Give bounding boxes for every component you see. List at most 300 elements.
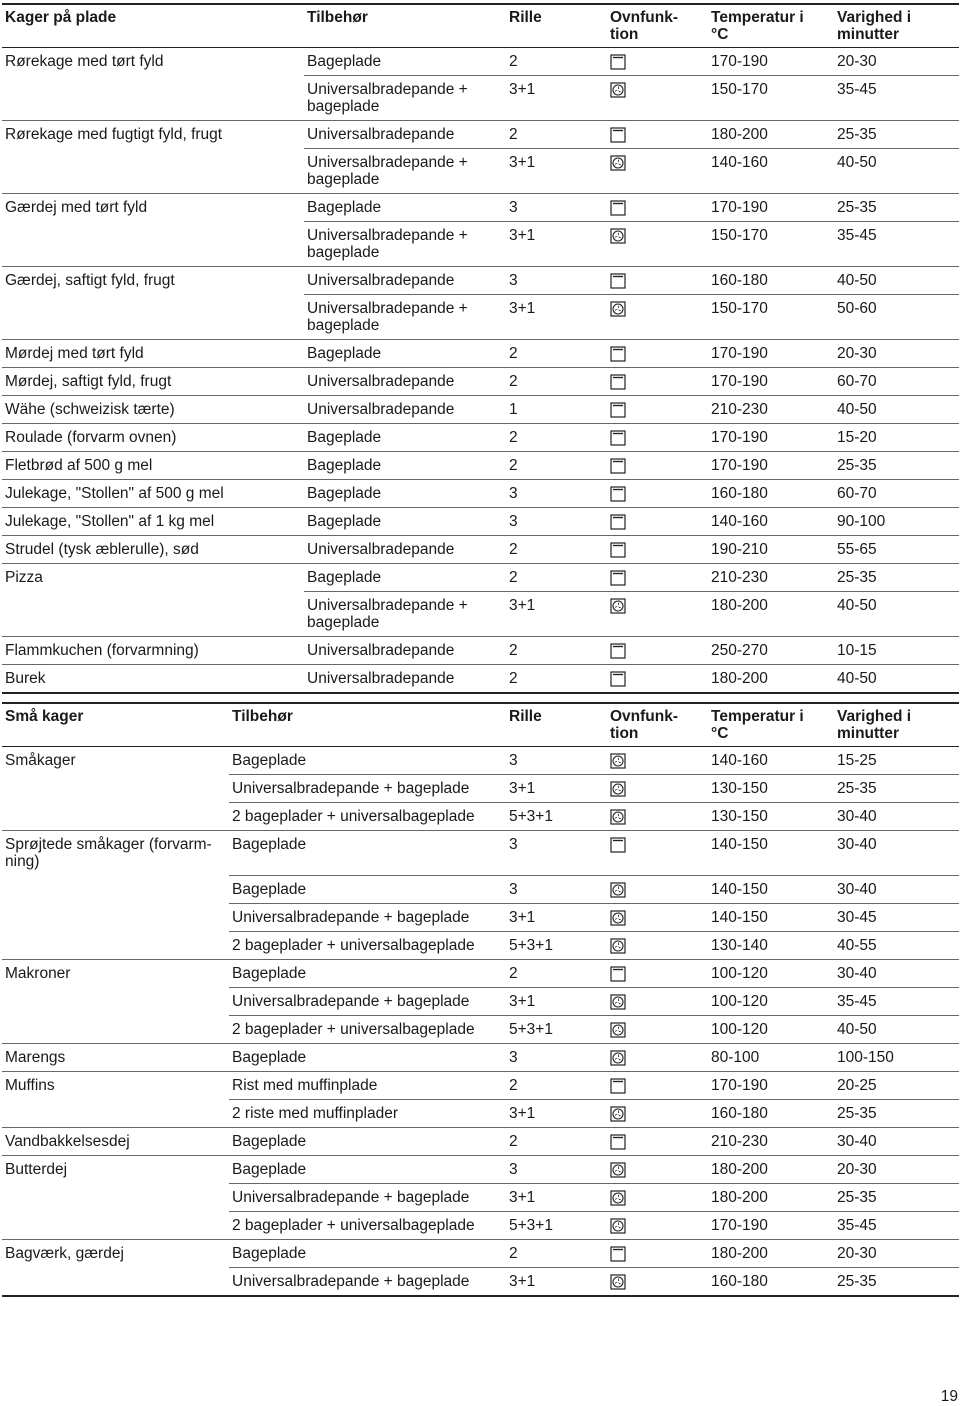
table-row — [2, 396, 959, 424]
row-shelf: 3+1 — [506, 903, 607, 931]
row-temperature: 140-150 — [708, 875, 834, 903]
row-shelf: 2 — [506, 424, 607, 452]
row-shelf: 3 — [506, 1043, 607, 1071]
top-bottom-heat-icon — [610, 837, 626, 853]
row-function — [607, 194, 708, 222]
row-accessory: Universalbradepande + bageplade — [304, 592, 506, 637]
row-name — [2, 803, 229, 831]
hot-air-icon — [610, 1106, 626, 1122]
row-duration: 60-70 — [834, 368, 959, 396]
top-bottom-heat-icon — [610, 374, 626, 390]
row-name: Roulade (forvarm ovnen) — [2, 424, 304, 452]
row-shelf: 2 — [506, 1239, 607, 1267]
row-function — [607, 592, 708, 637]
row-shelf: 2 — [506, 564, 607, 592]
row-name — [2, 1015, 229, 1043]
hot-air-icon — [610, 228, 626, 244]
row-duration: 40-50 — [834, 592, 959, 637]
row-shelf: 3 — [506, 875, 607, 903]
row-function — [607, 267, 708, 295]
top-bottom-heat-icon — [610, 430, 626, 446]
row-accessory: Bageplade — [229, 959, 506, 987]
row-name: Flammkuchen (forvarmning) — [2, 637, 304, 665]
row-temperature: 180-200 — [708, 1183, 834, 1211]
row-shelf: 2 — [509, 53, 518, 70]
row-name — [2, 1267, 229, 1296]
row-temperature: 160-180 — [708, 480, 834, 508]
row-duration: 40-50 — [834, 1015, 959, 1043]
row-name — [2, 875, 229, 903]
hot-air-icon — [610, 1050, 626, 1066]
row-function — [607, 121, 708, 149]
table-row — [2, 424, 959, 452]
header-accessory: Tilbehør — [229, 703, 506, 747]
row-accessory: Universalbradepande — [304, 637, 506, 665]
row-name — [2, 222, 304, 267]
row-duration: 35-45 — [834, 222, 959, 267]
row-accessory: Universalbradepande — [304, 267, 506, 295]
row-function — [607, 903, 708, 931]
top-bottom-heat-icon — [610, 1134, 626, 1150]
row-function — [607, 831, 708, 876]
row-duration: 55-65 — [834, 536, 959, 564]
hot-air-icon — [610, 155, 626, 171]
row-accessory: 2 bageplader + universalbageplade — [229, 803, 506, 831]
hot-air-icon — [610, 598, 626, 614]
row-name — [2, 1183, 229, 1211]
top-bottom-heat-icon — [610, 570, 626, 586]
table-row — [2, 194, 959, 222]
header-item: Små kager — [2, 703, 229, 747]
table-kager-paa-plade — [2, 3, 959, 694]
table-header-row — [2, 703, 959, 747]
table-row — [2, 903, 959, 931]
table-row — [2, 368, 959, 396]
hot-air-icon — [610, 938, 626, 954]
row-name — [2, 76, 304, 121]
row-temperature: 140-160 — [711, 752, 768, 769]
row-shelf: 3 — [506, 1155, 607, 1183]
row-name — [2, 1211, 229, 1239]
table-row — [2, 1015, 959, 1043]
row-name: Bagværk, gærdej — [2, 1239, 229, 1267]
table-row — [2, 295, 959, 340]
row-function — [607, 508, 708, 536]
row-function — [607, 76, 708, 121]
row-duration: 35-45 — [834, 76, 959, 121]
table-row — [2, 831, 959, 876]
row-function — [607, 1239, 708, 1267]
top-bottom-heat-icon — [610, 273, 626, 289]
row-duration: 25-35 — [834, 564, 959, 592]
row-function — [607, 637, 708, 665]
row-name — [2, 592, 304, 637]
row-shelf: 3+1 — [506, 775, 607, 803]
row-duration: 25-35 — [834, 1099, 959, 1127]
row-duration: 30-40 — [834, 1127, 959, 1155]
row-name — [2, 987, 229, 1015]
row-accessory: 2 bageplader + universalbageplade — [229, 1015, 506, 1043]
row-name: Makroner — [2, 959, 229, 987]
row-name: Burek — [2, 665, 304, 694]
row-temperature: 170-190 — [708, 340, 834, 368]
row-function — [607, 564, 708, 592]
row-duration: 20-25 — [834, 1071, 959, 1099]
row-accessory: Universalbradepande + bageplade — [229, 987, 506, 1015]
row-name — [2, 775, 229, 803]
table-row — [2, 592, 959, 637]
header-shelf: Rille — [506, 703, 607, 747]
table-row — [2, 747, 959, 775]
row-temperature: 100-120 — [708, 959, 834, 987]
table-row — [2, 959, 959, 987]
row-accessory: Bageplade — [304, 480, 506, 508]
row-name — [2, 1099, 229, 1127]
row-shelf: 5+3+1 — [506, 1015, 607, 1043]
row-temperature: 80-100 — [708, 1043, 834, 1071]
row-shelf: 2 — [506, 536, 607, 564]
row-shelf: 2 — [506, 637, 607, 665]
header-accessory: Tilbehør — [304, 4, 506, 48]
row-function — [607, 480, 708, 508]
row-duration: 30-40 — [834, 831, 959, 876]
row-duration: 60-70 — [834, 480, 959, 508]
row-function — [607, 747, 708, 775]
row-accessory: Universalbradepande + bageplade — [304, 149, 506, 194]
row-accessory: Bageplade — [304, 508, 506, 536]
row-name: Julekage, "Stollen" af 500 g mel — [2, 480, 304, 508]
top-bottom-heat-icon — [610, 346, 626, 362]
table-row — [2, 1043, 959, 1071]
row-accessory: Universalbradepande + bageplade — [304, 295, 506, 340]
row-name: Småkager — [5, 752, 76, 769]
row-shelf: 2 — [506, 959, 607, 987]
table-row — [2, 665, 959, 694]
row-duration: 20-30 — [834, 1155, 959, 1183]
row-accessory: Bageplade — [304, 564, 506, 592]
header-shelf: Rille — [506, 4, 607, 48]
hot-air-icon — [610, 1162, 626, 1178]
row-shelf: 3+1 — [506, 222, 607, 267]
row-temperature: 210-230 — [708, 564, 834, 592]
top-bottom-heat-icon — [610, 1246, 626, 1262]
row-duration: 15-25 — [837, 752, 877, 769]
row-shelf: 3 — [506, 831, 607, 876]
row-temperature: 180-200 — [708, 1239, 834, 1267]
hot-air-icon — [610, 994, 626, 1010]
row-duration: 35-45 — [834, 987, 959, 1015]
row-shelf: 1 — [506, 396, 607, 424]
hot-air-icon — [610, 910, 626, 926]
row-temperature: 170-190 — [708, 1071, 834, 1099]
row-duration: 35-45 — [834, 1211, 959, 1239]
row-function — [607, 1211, 708, 1239]
row-shelf: 2 — [506, 1071, 607, 1099]
row-temperature: 180-200 — [708, 121, 834, 149]
row-duration: 15-20 — [834, 424, 959, 452]
row-function — [607, 987, 708, 1015]
table-row — [2, 1127, 959, 1155]
row-shelf: 3+1 — [506, 987, 607, 1015]
table-row — [2, 987, 959, 1015]
row-name — [2, 295, 304, 340]
row-function — [607, 1015, 708, 1043]
row-function — [607, 424, 708, 452]
row-duration: 25-35 — [834, 194, 959, 222]
row-temperature: 210-230 — [708, 1127, 834, 1155]
row-accessory: Bageplade — [229, 1239, 506, 1267]
row-name — [2, 149, 304, 194]
row-function — [607, 803, 708, 831]
row-duration: 30-40 — [834, 959, 959, 987]
row-shelf: 3+1 — [506, 1267, 607, 1296]
row-name: Pizza — [2, 564, 304, 592]
row-temperature: 130-150 — [708, 803, 834, 831]
row-function — [607, 775, 708, 803]
row-name: Gærdej, saftigt fyld, frugt — [2, 267, 304, 295]
top-bottom-heat-icon — [610, 200, 626, 216]
row-accessory: Bageplade — [304, 194, 506, 222]
row-name: Sprøjtede småkager (forvarm- ning) — [2, 831, 229, 876]
row-accessory: Universalbradepande + bageplade — [304, 76, 506, 121]
row-function — [607, 295, 708, 340]
row-temperature: 100-120 — [708, 1015, 834, 1043]
row-function — [607, 1127, 708, 1155]
row-function — [607, 875, 708, 903]
row-temperature: 160-180 — [708, 1267, 834, 1296]
table-row — [2, 1239, 959, 1267]
row-duration: 40-50 — [834, 149, 959, 194]
hot-air-icon — [610, 1190, 626, 1206]
table-row — [2, 508, 959, 536]
row-accessory: Rist med muffinplade — [229, 1071, 506, 1099]
row-temperature: 140-160 — [708, 508, 834, 536]
row-accessory: Bageplade — [304, 340, 506, 368]
table-row — [2, 267, 959, 295]
row-accessory: Universalbradepande + bageplade — [229, 775, 506, 803]
header-item: Kager på plade — [2, 4, 304, 48]
row-accessory: Universalbradepande + bageplade — [229, 1267, 506, 1296]
row-name: Gærdej med tørt fyld — [2, 194, 304, 222]
row-duration: 100-150 — [834, 1043, 959, 1071]
row-duration: 40-50 — [834, 665, 959, 694]
row-temperature: 170-190 — [708, 368, 834, 396]
row-accessory: Universalbradepande + bageplade — [229, 1183, 506, 1211]
row-shelf: 5+3+1 — [506, 1211, 607, 1239]
table-row — [2, 536, 959, 564]
row-shelf: 2 — [506, 340, 607, 368]
row-name: Rørekage med fugtigt fyld, frugt — [2, 121, 304, 149]
top-bottom-heat-icon — [610, 458, 626, 474]
top-bottom-heat-icon — [610, 486, 626, 502]
row-function — [607, 1071, 708, 1099]
row-name: Mørdej med tørt fyld — [2, 340, 304, 368]
row-name: Julekage, "Stollen" af 1 kg mel — [2, 508, 304, 536]
row-function — [607, 536, 708, 564]
hot-air-icon — [610, 1274, 626, 1290]
row-accessory: 2 bageplader + universalbageplade — [229, 1211, 506, 1239]
row-temperature: 180-200 — [708, 592, 834, 637]
row-shelf: 3+1 — [506, 149, 607, 194]
row-accessory: Bageplade — [229, 1043, 506, 1071]
row-temperature: 130-150 — [708, 775, 834, 803]
row-temperature: 170-190 — [708, 194, 834, 222]
row-duration: 40-50 — [834, 396, 959, 424]
row-duration: 20-30 — [834, 340, 959, 368]
row-shelf: 3 — [506, 508, 607, 536]
row-function — [607, 48, 708, 76]
row-duration: 90-100 — [834, 508, 959, 536]
row-accessory: Bageplade — [229, 875, 506, 903]
row-duration: 20-30 — [837, 53, 877, 70]
header-temperature: Temperatur i °C — [708, 703, 834, 747]
header-function: Ovnfunk- tion — [607, 703, 708, 747]
table-row — [2, 637, 959, 665]
row-accessory: Bageplade — [304, 424, 506, 452]
row-shelf: 2 — [506, 1127, 607, 1155]
row-function — [607, 149, 708, 194]
row-temperature: 170-190 — [708, 1211, 834, 1239]
row-name: Wähe (schweizisk tærte) — [2, 396, 304, 424]
hot-air-icon — [610, 753, 626, 769]
row-accessory: Bageplade — [229, 1155, 506, 1183]
table-row — [2, 340, 959, 368]
row-temperature: 170-190 — [708, 424, 834, 452]
row-name: Mørdej, saftigt fyld, frugt — [2, 368, 304, 396]
table-row — [2, 222, 959, 267]
row-shelf: 3+1 — [506, 76, 607, 121]
row-accessory: 2 bageplader + universalbageplade — [229, 931, 506, 959]
row-function — [607, 340, 708, 368]
row-shelf: 3 — [509, 752, 518, 769]
table-row — [2, 48, 959, 76]
hot-air-icon — [610, 1218, 626, 1234]
row-temperature: 160-180 — [708, 267, 834, 295]
row-shelf: 2 — [506, 452, 607, 480]
row-function — [607, 1183, 708, 1211]
table-header-row — [2, 4, 959, 48]
row-accessory: Bageplade — [232, 752, 307, 769]
row-temperature: 100-120 — [708, 987, 834, 1015]
row-duration: 10-15 — [834, 637, 959, 665]
hot-air-icon — [610, 301, 626, 317]
row-accessory: 2 riste med muffinplader — [229, 1099, 506, 1127]
row-accessory: Bageplade — [304, 452, 506, 480]
top-bottom-heat-icon — [610, 643, 626, 659]
row-temperature: 180-200 — [708, 665, 834, 694]
row-temperature: 150-170 — [708, 76, 834, 121]
top-bottom-heat-icon — [610, 54, 626, 70]
row-shelf: 3+1 — [506, 295, 607, 340]
row-name — [2, 903, 229, 931]
row-duration: 20-30 — [834, 1239, 959, 1267]
row-name: Rørekage med tørt fyld — [5, 53, 164, 70]
row-duration: 50-60 — [834, 295, 959, 340]
table-row — [2, 1099, 959, 1127]
row-function — [607, 222, 708, 267]
hot-air-icon — [610, 1022, 626, 1038]
row-temperature: 180-200 — [708, 1155, 834, 1183]
row-name: Fletbrød af 500 g mel — [2, 452, 304, 480]
hot-air-icon — [610, 882, 626, 898]
table-row — [2, 775, 959, 803]
table-row — [2, 1155, 959, 1183]
row-duration: 25-35 — [834, 121, 959, 149]
header-duration: Varighed i minutter — [834, 703, 959, 747]
row-function — [607, 1155, 708, 1183]
row-shelf: 5+3+1 — [506, 931, 607, 959]
row-name: Vandbakkelsesdej — [2, 1127, 229, 1155]
row-duration: 25-35 — [834, 1183, 959, 1211]
table-row — [2, 931, 959, 959]
row-name: Muffins — [2, 1071, 229, 1099]
header-temperature: Temperatur i °C — [708, 4, 834, 48]
row-function — [607, 396, 708, 424]
table-row — [2, 452, 959, 480]
row-function — [607, 665, 708, 694]
row-accessory: Universalbradepande + bageplade — [229, 903, 506, 931]
row-accessory: Bageplade — [229, 831, 506, 876]
row-duration: 25-35 — [834, 775, 959, 803]
top-bottom-heat-icon — [610, 671, 626, 687]
header-function: Ovnfunk- tion — [607, 4, 708, 48]
row-accessory: Universalbradepande — [304, 665, 506, 694]
row-shelf: 3 — [506, 194, 607, 222]
row-duration: 25-35 — [834, 1267, 959, 1296]
table-row — [2, 803, 959, 831]
hot-air-icon — [610, 809, 626, 825]
row-accessory: Universalbradepande + bageplade — [304, 222, 506, 267]
header-duration: Varighed i minutter — [834, 4, 959, 48]
row-accessory: Universalbradepande — [304, 121, 506, 149]
row-temperature: 190-210 — [708, 536, 834, 564]
row-shelf: 3+1 — [506, 1099, 607, 1127]
top-bottom-heat-icon — [610, 1078, 626, 1094]
row-name: Butterdej — [2, 1155, 229, 1183]
row-accessory: Bageplade — [229, 1127, 506, 1155]
table-row — [2, 1211, 959, 1239]
row-accessory: Universalbradepande — [304, 396, 506, 424]
top-bottom-heat-icon — [610, 402, 626, 418]
row-shelf: 2 — [506, 665, 607, 694]
row-shelf: 2 — [506, 121, 607, 149]
table-row — [2, 149, 959, 194]
row-temperature: 150-170 — [708, 295, 834, 340]
row-temperature: 170-190 — [708, 452, 834, 480]
row-duration: 40-50 — [834, 267, 959, 295]
row-temperature: 150-170 — [708, 222, 834, 267]
row-duration: 30-40 — [834, 803, 959, 831]
row-duration: 30-40 — [834, 875, 959, 903]
row-function — [607, 959, 708, 987]
row-function — [607, 1099, 708, 1127]
row-name — [2, 931, 229, 959]
page-number: 19 — [940, 1388, 958, 1405]
table-row — [2, 1183, 959, 1211]
row-shelf: 2 — [506, 368, 607, 396]
row-function — [607, 931, 708, 959]
row-function — [607, 1043, 708, 1071]
row-temperature: 130-140 — [708, 931, 834, 959]
table-row — [2, 875, 959, 903]
row-duration: 40-55 — [834, 931, 959, 959]
top-bottom-heat-icon — [610, 514, 626, 530]
row-name: Marengs — [2, 1043, 229, 1071]
row-accessory: Universalbradepande — [304, 368, 506, 396]
row-function — [607, 368, 708, 396]
row-temperature: 160-180 — [708, 1099, 834, 1127]
top-bottom-heat-icon — [610, 127, 626, 143]
